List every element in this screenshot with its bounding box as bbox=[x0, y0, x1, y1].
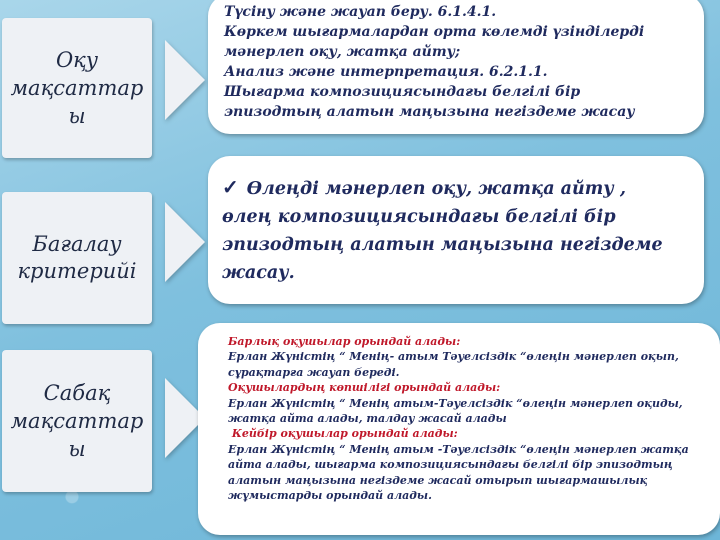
group-heading-most: Оқушылардың көпшілігі орындай алады: bbox=[228, 381, 501, 395]
label-line: критерийі bbox=[17, 259, 137, 283]
goal-text: Ерлан Жүністің “ Менің атым-Тәуелсіздік “өлеңін мәнерлеп оқиды, bbox=[228, 396, 683, 410]
goal-text: Ерлан Жүністің “ Менің атым -Тәуелсіздік “өлеңін мәнерлеп жатқа bbox=[228, 442, 689, 456]
objective-line: мәнерлеп оқу, жатқа айту; bbox=[224, 44, 461, 60]
lesson-objectives-box bbox=[198, 323, 720, 535]
label-bagalau-kriteriy bbox=[2, 192, 152, 324]
objective-line: Шығарма композициясындағы белгілі бір bbox=[224, 84, 581, 100]
goal-text: айта алады, шығарма композициясындағы белгілі бір эпизодтың bbox=[228, 458, 673, 472]
criteria-line: жасау. bbox=[222, 263, 295, 283]
label-oku-maksattary bbox=[2, 18, 152, 158]
check-icon: ✓ bbox=[222, 175, 239, 199]
label-line: ы bbox=[68, 104, 86, 128]
goal-text: жатқа айта алады, талдау жасай алады bbox=[228, 412, 507, 426]
arrow-right-icon bbox=[165, 202, 205, 282]
label-line: Сабақ bbox=[43, 381, 111, 405]
goal-text: алатын маңызына негіздеме жасай отырып шығармашылық bbox=[228, 473, 648, 487]
objective-line: Анализ және интерпретация. 6.2.1.1. bbox=[224, 64, 548, 80]
goal-text: жұмыстарды орындай алады. bbox=[228, 489, 432, 503]
criteria-line: Өлеңді мәнерлеп оқу, жатқа айту , bbox=[246, 179, 626, 199]
objective-line: эпизодтың алатын маңызына негіздеме жасау bbox=[224, 104, 635, 120]
goal-text: сұрақтарға жауап береді. bbox=[228, 365, 400, 379]
assessment-criteria-box bbox=[208, 156, 704, 304]
label-line: Оқу bbox=[55, 48, 99, 72]
criteria-line: өлең композициясындағы белгілі бір bbox=[222, 207, 616, 227]
criteria-line: эпизодтың алатын маңызына негіздеме bbox=[222, 235, 663, 255]
learning-objectives-box bbox=[208, 0, 704, 134]
group-heading-some: Кейбір оқушылар орындай алады: bbox=[228, 427, 458, 441]
label-line: Бағалау bbox=[32, 232, 122, 256]
objective-line: Көркем шығармалардан орта көлемді үзінділерді bbox=[224, 24, 645, 40]
goal-text: Ерлан Жүністің “ Менің- атым Тәуелсіздік “өлеңін мәнерлеп оқып, bbox=[228, 350, 679, 364]
label-line: мақсаттар bbox=[10, 76, 144, 100]
arrow-right-icon bbox=[165, 40, 205, 120]
objective-line: Түсіну және жауап беру. 6.1.4.1. bbox=[224, 4, 497, 20]
group-heading-all: Барлық оқушылар орындай алады: bbox=[228, 335, 461, 348]
label-line: ы bbox=[68, 437, 86, 461]
label-line: мақсаттар bbox=[10, 409, 144, 433]
label-sabak-maksattary bbox=[2, 350, 152, 492]
